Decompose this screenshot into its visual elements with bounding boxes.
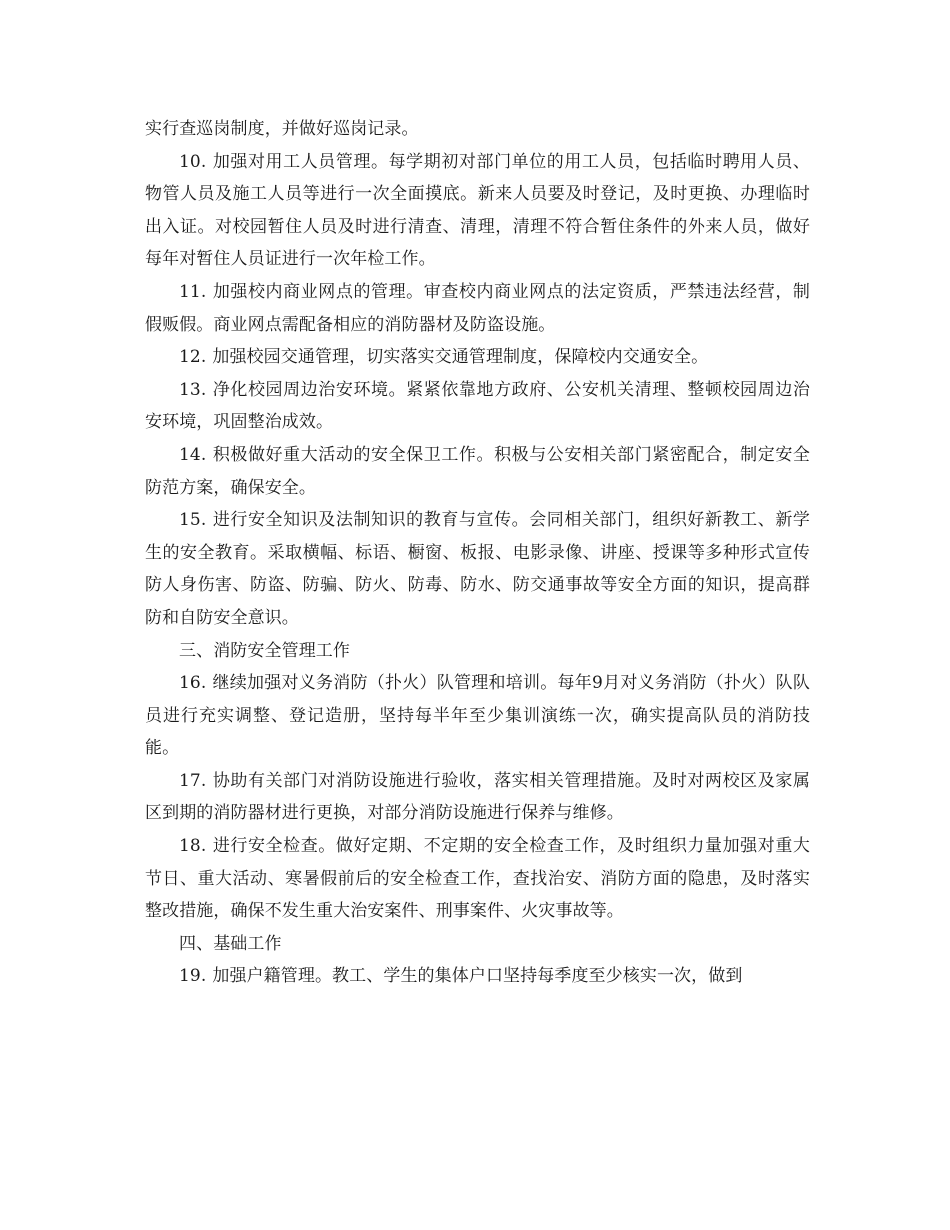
paragraph-text: 实行查巡岗制度，并做好巡岗记录。 [145, 119, 419, 139]
paragraph-number: 17. [179, 770, 207, 791]
paragraph-text: 协助有关部门对消防设施进行验收，落实相关管理措施。及时对两校区及家属区到期的消防器材进行更换，对部分消防设施进行保养与维修。 [145, 770, 810, 824]
paragraph-item-14 [145, 439, 810, 504]
paragraph-number: 10. [179, 151, 207, 172]
paragraph-text: 加强对用工人员管理。每学期初对部门单位的用工人员，包括临时聘用人员、物管人员及施工人员等进行一次全面摸底。新来人员要及时登记，及时更换、办理临时出入证。对校园暂住人员及时进行清查、清理，清理不符合暂住条件的外来人员，做好每年对暂住人员证进行一次年检工作。 [145, 151, 810, 270]
paragraph-text: 加强户籍管理。教工、学生的集体户口坚持每季度至少核实一次，做到 [212, 966, 743, 987]
section-heading-text: 四、基础工作 [179, 933, 282, 954]
paragraph-item-19 [145, 960, 810, 993]
section-heading-text: 三、消防安全管理工作 [179, 640, 350, 661]
paragraph-continuation [145, 113, 810, 146]
paragraph-item-15 [145, 504, 810, 634]
paragraph-item-13 [145, 374, 810, 439]
paragraph-number: 12. [179, 347, 207, 368]
paragraph-number: 18. [179, 836, 207, 857]
paragraph-text: 进行安全知识及法制知识的教育与宣传。会同相关部门，组织好新教工、新学生的安全教育。采取横幅、标语、橱窗、板报、电影录像、讲座、授课等多种形式宣传防人身伤害、防盗、防骗、防火、防毒、防水、防交通事故等安全方面的知识，提高群防和自防安全意识。 [145, 510, 810, 628]
paragraph-item-11 [145, 276, 810, 341]
paragraph-text: 进行安全检查。做好定期、不定期的安全检查工作，及时组织力量加强对重大节日、重大活动、寒暑假前后的安全检查工作，查找治安、消防方面的隐患，及时落实整改措施，确保不发生重大治安案件、刑事案件、火灾事故等。 [145, 836, 810, 922]
paragraph-number: 11. [179, 281, 207, 302]
section-heading-fire-safety [145, 635, 810, 668]
paragraph-number: 14. [179, 444, 207, 465]
paragraph-text: 继续加强对义务消防（扑火）队管理和培训。每年9月对义务消防（扑火）队队员进行充实调整、登记造册，坚持每半年至少集训演练一次，确实提高队员的消防技能。 [145, 673, 810, 759]
paragraph-item-17 [145, 765, 810, 830]
paragraph-number: 15. [179, 510, 207, 531]
paragraph-number: 13. [179, 379, 207, 400]
paragraph-item-10 [145, 146, 810, 276]
document-body [145, 113, 810, 993]
section-heading-basic-work [145, 928, 810, 961]
paragraph-number: 19. [179, 966, 207, 987]
paragraph-text: 净化校园周边治安环境。紧紧依靠地方政府、公安机关清理、整顿校园周边治安环境，巩固整治成效。 [145, 379, 810, 433]
paragraph-item-18 [145, 830, 810, 928]
paragraph-item-16 [145, 667, 810, 765]
paragraph-text: 积极做好重大活动的安全保卫工作。积极与公安相关部门紧密配合，制定安全防范方案，确保安全。 [145, 444, 810, 498]
paragraph-item-12 [145, 341, 810, 374]
paragraph-text: 加强校内商业网点的管理。审查校内商业网点的法定资质，严禁违法经营，制假贩假。商业网点需配备相应的消防器材及防盗设施。 [145, 281, 810, 335]
paragraph-number: 16. [179, 673, 207, 694]
paragraph-text: 加强校园交通管理，切实落实交通管理制度，保障校内交通安全。 [212, 347, 709, 368]
